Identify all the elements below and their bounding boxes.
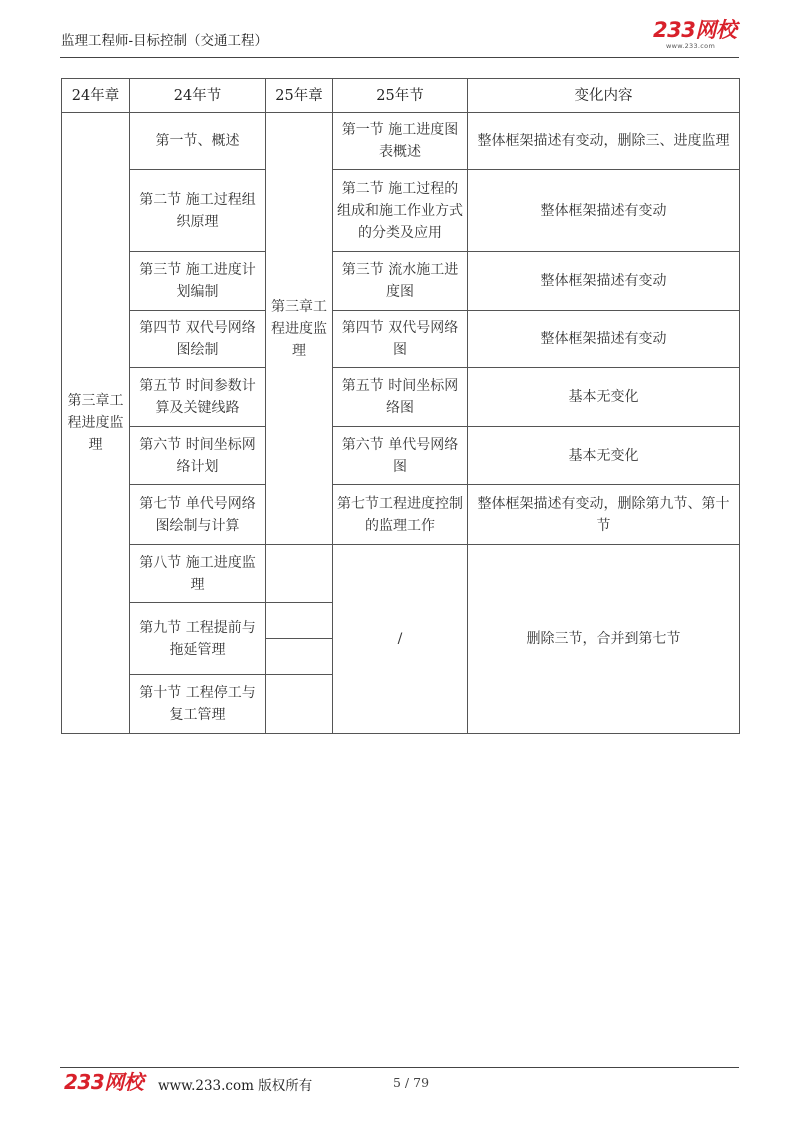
chapter-25-empty-cell bbox=[266, 603, 333, 639]
change-cell: 整体框架描述有变动，删除三、进度监理 bbox=[468, 113, 740, 170]
section-24-cell: 第九节 工程提前与拖延管理 bbox=[130, 603, 266, 675]
section-24-cell: 第四节 双代号网络图绘制 bbox=[130, 311, 266, 368]
section-25-cell: 第五节 时间坐标网络图 bbox=[333, 368, 468, 427]
document-title: 监理工程师-目标控制（交通工程） bbox=[61, 33, 269, 49]
change-cell: 基本无变化 bbox=[468, 427, 740, 485]
footer-copyright: www.233.com 版权所有 bbox=[158, 1078, 313, 1094]
change-cell: 整体框架描述有变动 bbox=[468, 252, 740, 311]
header-changes: 变化内容 bbox=[468, 79, 740, 113]
chapter-24-cell: 第三章工程进度监理 bbox=[62, 113, 130, 734]
table-row bbox=[62, 170, 740, 252]
change-cell: 整体框架描述有变动 bbox=[468, 170, 740, 252]
footer-divider bbox=[60, 1067, 739, 1068]
change-cell: 基本无变化 bbox=[468, 368, 740, 427]
table-row bbox=[62, 113, 740, 170]
section-24-cell: 第二节 施工过程组织原理 bbox=[130, 170, 266, 252]
section-24-cell: 第三节 施工进度计划编制 bbox=[130, 252, 266, 311]
section-25-cell: 第二节 施工过程的组成和施工作业方式的分类及应用 bbox=[333, 170, 468, 252]
chapter-comparison-table bbox=[61, 78, 740, 734]
footer-logo: 233网校 bbox=[64, 1070, 144, 1094]
brand-logo-url: www.233.com bbox=[666, 42, 716, 50]
chapter-25-empty-cell bbox=[266, 639, 333, 675]
section-24-cell: 第六节 时间坐标网络计划 bbox=[130, 427, 266, 485]
header-24-chapter: 24年章 bbox=[62, 79, 130, 113]
section-25-cell: 第三节 流水施工进度图 bbox=[333, 252, 468, 311]
header-24-section: 24年节 bbox=[130, 79, 266, 113]
section-24-cell: 第一节、概述 bbox=[130, 113, 266, 170]
table-row bbox=[62, 252, 740, 311]
table-row bbox=[62, 545, 740, 603]
section-25-cell: / bbox=[333, 545, 468, 734]
table-row bbox=[62, 427, 740, 485]
chapter-25-cell: 第三章工程进度监理 bbox=[266, 113, 333, 545]
change-cell: 整体框架描述有变动 bbox=[468, 311, 740, 368]
chapter-25-empty-cell bbox=[266, 545, 333, 603]
section-25-cell: 第七节工程进度控制的监理工作 bbox=[333, 485, 468, 545]
chapter-25-empty-cell bbox=[266, 675, 333, 734]
table-row bbox=[62, 311, 740, 368]
section-25-cell: 第一节 施工进度图表概述 bbox=[333, 113, 468, 170]
section-24-cell: 第八节 施工进度监理 bbox=[130, 545, 266, 603]
header-divider bbox=[60, 57, 739, 58]
header-25-section: 25年节 bbox=[333, 79, 468, 113]
change-cell: 删除三节，合并到第七节 bbox=[468, 545, 740, 734]
section-24-cell: 第七节 单代号网络图绘制与计算 bbox=[130, 485, 266, 545]
section-25-cell: 第四节 双代号网络图 bbox=[333, 311, 468, 368]
brand-logo: 233网校 bbox=[653, 18, 737, 42]
section-25-cell: 第六节 单代号网络图 bbox=[333, 427, 468, 485]
section-24-cell: 第十节 工程停工与复工管理 bbox=[130, 675, 266, 734]
table-header-row bbox=[62, 79, 740, 113]
page-number: 5 / 79 bbox=[393, 1075, 430, 1090]
table-row bbox=[62, 485, 740, 545]
section-24-cell: 第五节 时间参数计算及关键线路 bbox=[130, 368, 266, 427]
table-row bbox=[62, 368, 740, 427]
change-cell: 整体框架描述有变动，删除第九节、第十节 bbox=[468, 485, 740, 545]
header-25-chapter: 25年章 bbox=[266, 79, 333, 113]
